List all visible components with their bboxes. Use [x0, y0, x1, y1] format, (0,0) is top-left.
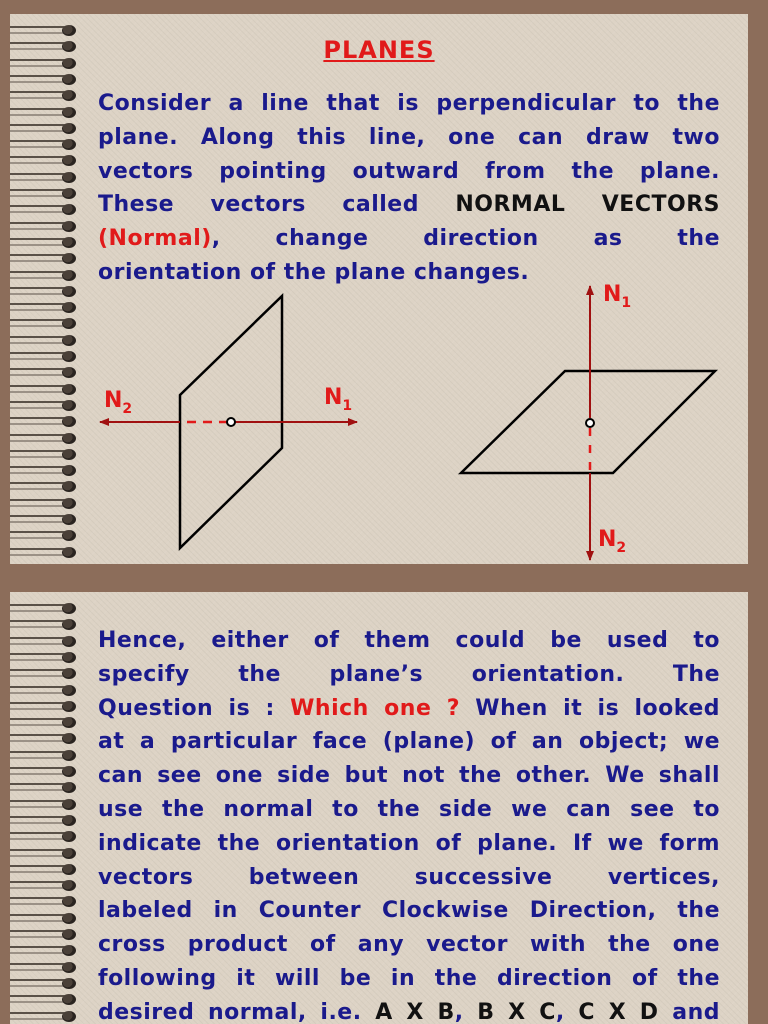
text-line [98, 658, 720, 692]
text-run: use the normal to the side we can see to [98, 796, 720, 822]
vertical-plane-figure [100, 296, 357, 548]
text-line [98, 793, 720, 827]
binding-ring [10, 977, 86, 991]
label-n2-left: $N_2$ [104, 388, 133, 417]
binding-ring [10, 667, 86, 681]
normal-vectors-diagram [10, 14, 748, 564]
text-run: and [658, 999, 720, 1024]
text-line [98, 725, 720, 759]
text-run: Question is : [98, 695, 291, 721]
plane-point [586, 419, 594, 427]
text-run: at a particular face (plane) of an object; we [98, 729, 720, 755]
binding-ring [10, 732, 86, 746]
text-line [98, 692, 720, 726]
binding-ring [10, 863, 86, 877]
text-line [98, 894, 720, 928]
text-line [98, 996, 720, 1024]
text-run: When it is looked [459, 695, 720, 721]
binding-ring [10, 798, 86, 812]
binding-ring [10, 765, 86, 779]
text-run: labeled in Counter Clockwise Direction, the [98, 898, 720, 924]
text-run: plane. Along this line, one can draw two [98, 124, 720, 150]
binding-ring [10, 602, 86, 616]
binding-ring [10, 781, 86, 795]
highlight-text: A X B [375, 999, 455, 1024]
spiral-binding [10, 592, 90, 1024]
text-run: can see one side but not the other. We shall [98, 763, 720, 789]
slide-normal-orientation [10, 592, 748, 1024]
binding-ring [10, 651, 86, 665]
label-n1-right: $N_1$ [603, 282, 632, 311]
text-line [98, 962, 720, 996]
binding-ring [10, 895, 86, 909]
binding-ring [10, 993, 86, 1007]
text-run: indicate the orientation of plane. If we form [98, 830, 720, 856]
text-run: , change direction as the [211, 226, 720, 252]
text-run: Hence, either of them could be used to [98, 628, 720, 653]
binding-ring [10, 944, 86, 958]
horizontal-plane-figure [461, 282, 715, 560]
binding-ring [10, 928, 86, 942]
text-line [98, 624, 720, 658]
binding-ring [10, 749, 86, 763]
binding-ring [10, 618, 86, 632]
text-run: following it will be in the direction of the [98, 965, 720, 991]
binding-ring [10, 635, 86, 649]
binding-ring [10, 716, 86, 730]
highlight-text: C X D [578, 999, 659, 1024]
binding-ring [10, 830, 86, 844]
binding-ring [10, 847, 86, 861]
text-line [98, 827, 720, 861]
text-run: These vectors called [98, 192, 456, 218]
slide-title: PLANES [323, 36, 435, 64]
orientation-paragraph [98, 624, 720, 1024]
text-line [98, 928, 720, 962]
text-run: desired normal, i.e. [98, 999, 376, 1024]
text-run: vectors between successive vertices, [98, 864, 720, 890]
plane-point [227, 418, 235, 426]
highlight-text: NORMAL VECTORS [455, 192, 720, 218]
label-n2-right: $N_2$ [598, 527, 627, 556]
text-run: specify the plane’s orientation. The [98, 661, 720, 687]
binding-ring [10, 879, 86, 893]
binding-ring [10, 684, 86, 698]
highlight-text: (Normal) [98, 226, 212, 252]
text-line [98, 759, 720, 793]
binding-ring [10, 814, 86, 828]
highlight-text: B X C [477, 999, 556, 1024]
text-line [98, 861, 720, 895]
text-run: , [555, 999, 579, 1024]
text-run: vectors pointing outward from the plane. [98, 158, 720, 184]
text-run: , [454, 999, 478, 1024]
binding-ring [10, 1010, 86, 1024]
text-run: orientation of the plane changes. [98, 259, 530, 285]
slide-planes [10, 14, 748, 564]
binding-ring [10, 961, 86, 975]
label-n1-left: $N_1$ [324, 385, 353, 414]
highlight-text: Which one ? [290, 695, 460, 721]
binding-ring [10, 700, 86, 714]
text-run: Consider a line that is perpendicular to the [98, 91, 720, 116]
text-run: cross product of any vector with the one [98, 932, 720, 958]
binding-ring [10, 912, 86, 926]
